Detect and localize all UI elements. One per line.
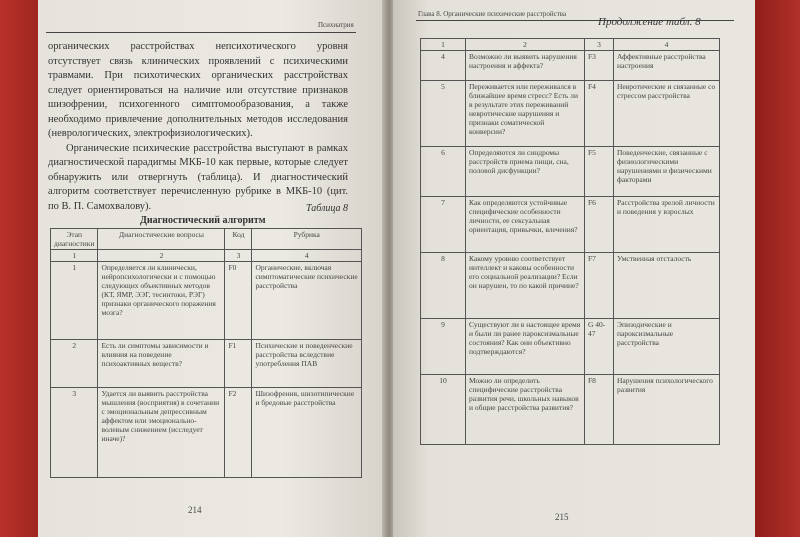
table-title: Диагностический алгоритм [140,215,266,226]
row-code: F3 [585,51,614,81]
col-number: 4 [252,250,362,262]
row-question: Переживается или переживался в ближайшее время стресс? Есть ли в результате этих переживаний невротические нарушения и признаки соматической конверсии? [466,81,585,147]
row-rubric: Умственная отсталость [614,253,720,319]
row-code: G 40-47 [585,319,614,375]
table-row [51,388,362,478]
row-stage: 6 [421,147,466,197]
row-rubric: Поведенческие, связанные с физиологическими нарушениями и физическими факторами [614,147,720,197]
row-rubric: Расстройства зрелой личности и поведения у взрослых [614,197,720,253]
table-number-row [421,39,720,51]
row-code: F6 [585,197,614,253]
book-cover-right-edge [752,0,800,537]
row-code: F5 [585,147,614,197]
table-number-row [51,250,362,262]
row-question: Как определяются устойчивые специфические особенности личности, ее сексуальная ориентация, привычки, влечения? [466,197,585,253]
paragraph-1: органических расстройствах непсихотического уровня отсутствует связь клинических проявлений с психическими травмами. При психотических органических расстройствах следует ориентироваться на наличие или отсутствие признаков шизофрении, психогенного симптомообразования, а также необходимо привлечение дополнительных методов исследования (неврологических, электрофизиологических). [48,41,348,139]
row-stage: 9 [421,319,466,375]
row-rubric: Органические, включая симптоматические психические расстройства [252,262,362,340]
col-number: 1 [51,250,98,262]
table-label: Таблица 8 [306,203,348,214]
diagnostic-table-right [420,38,720,445]
header-code: Код [225,229,252,250]
row-rubric: Невротические и связанные со стрессом расстройства [614,81,720,147]
row-stage: 5 [421,81,466,147]
col-number: 1 [421,39,466,51]
row-question: Возможно ли выявить нарушения настроения и аффекта? [466,51,585,81]
row-stage: 8 [421,253,466,319]
row-stage: 7 [421,197,466,253]
row-rubric: Шизофрения, шизотипические и бредовые расстройства [252,388,362,478]
diagnostic-table-left [50,228,362,478]
row-code: F0 [225,262,252,340]
table-row [51,262,362,340]
book-cover-left-edge [0,0,42,537]
row-question: Можно ли определить специфические расстройства развития речи, школьных навыков и общие расстройства развития? [466,375,585,445]
header-rubric: Рубрика [252,229,362,250]
col-number: 3 [225,250,252,262]
row-code: F8 [585,375,614,445]
table-row [421,375,720,445]
running-head-right: Глава 8. Органические психические расстройства [418,10,567,18]
row-code: F4 [585,81,614,147]
running-head-left: Психиатрия [318,21,354,29]
col-number: 2 [98,250,225,262]
row-stage: 3 [51,388,98,478]
table-row [421,147,720,197]
table-row [421,81,720,147]
row-rubric: Психические и поведенческие расстройства вследствие употребления ПАВ [252,340,362,388]
header-stage: Этап диагностики [51,229,98,250]
row-stage: 2 [51,340,98,388]
row-question: Удается ли выявить расстройства мышления (восприятия) в сочетании с эмоциональным депрессивным аффектом или эмоционально-волевым снижением (исследует иначе)? [98,388,225,478]
page-number-right: 215 [555,512,569,522]
col-number: 4 [614,39,720,51]
row-stage: 4 [421,51,466,81]
row-code: F1 [225,340,252,388]
col-number: 2 [466,39,585,51]
row-question: Есть ли симптомы зависимости и влияния на поведение психоактивных веществ? [98,340,225,388]
row-rubric: Нарушения психологического развития [614,375,720,445]
header-questions: Диагностические вопросы [98,229,225,250]
paragraph-2: Органические психические расстройства выступают в рамках диагностической парадигмы МКБ-10 как первые, которые следует обнаружить или отвергнуть (таблица). И диагностический алгоритм соответствует перечисленную рубрике в МКБ-10 (цит. по В. П. Самохвалову). [48,142,348,212]
table-header-row [51,229,362,250]
page-number-left: 214 [188,505,202,515]
row-question: Существуют ли в настоящее время и были ли ранее пароксизмальные состояния? Как они объективно подтверждаются? [466,319,585,375]
row-question: Определяется ли клинически, нейропсихологически и с помощью следующих объективных методов (КТ, ЯМР, ЭЭГ, тесинтоки, РЭГ) признаки органического поражения мозга? [98,262,225,340]
table-row [51,340,362,388]
row-rubric: Эпизодические и пароксизмальные расстройства [614,319,720,375]
header-rule-left [46,32,356,33]
row-stage: 1 [51,262,98,340]
continuation-label: Продолжение табл. 8 [598,16,701,28]
col-number: 3 [585,39,614,51]
table-row [421,319,720,375]
table-row [421,51,720,81]
left-body-text [48,40,348,214]
row-question: Какому уровню соответствует интеллект и каковы особенности его социальной реализации? Если он нарушен, то по какой причине? [466,253,585,319]
table-row [421,197,720,253]
row-code: F2 [225,388,252,478]
row-question: Определяются ли синдромы расстройств приема пищи, сна, половой дисфункции? [466,147,585,197]
row-stage: 10 [421,375,466,445]
row-code: F7 [585,253,614,319]
row-rubric: Аффективные расстройства настроения [614,51,720,81]
table-row [421,253,720,319]
